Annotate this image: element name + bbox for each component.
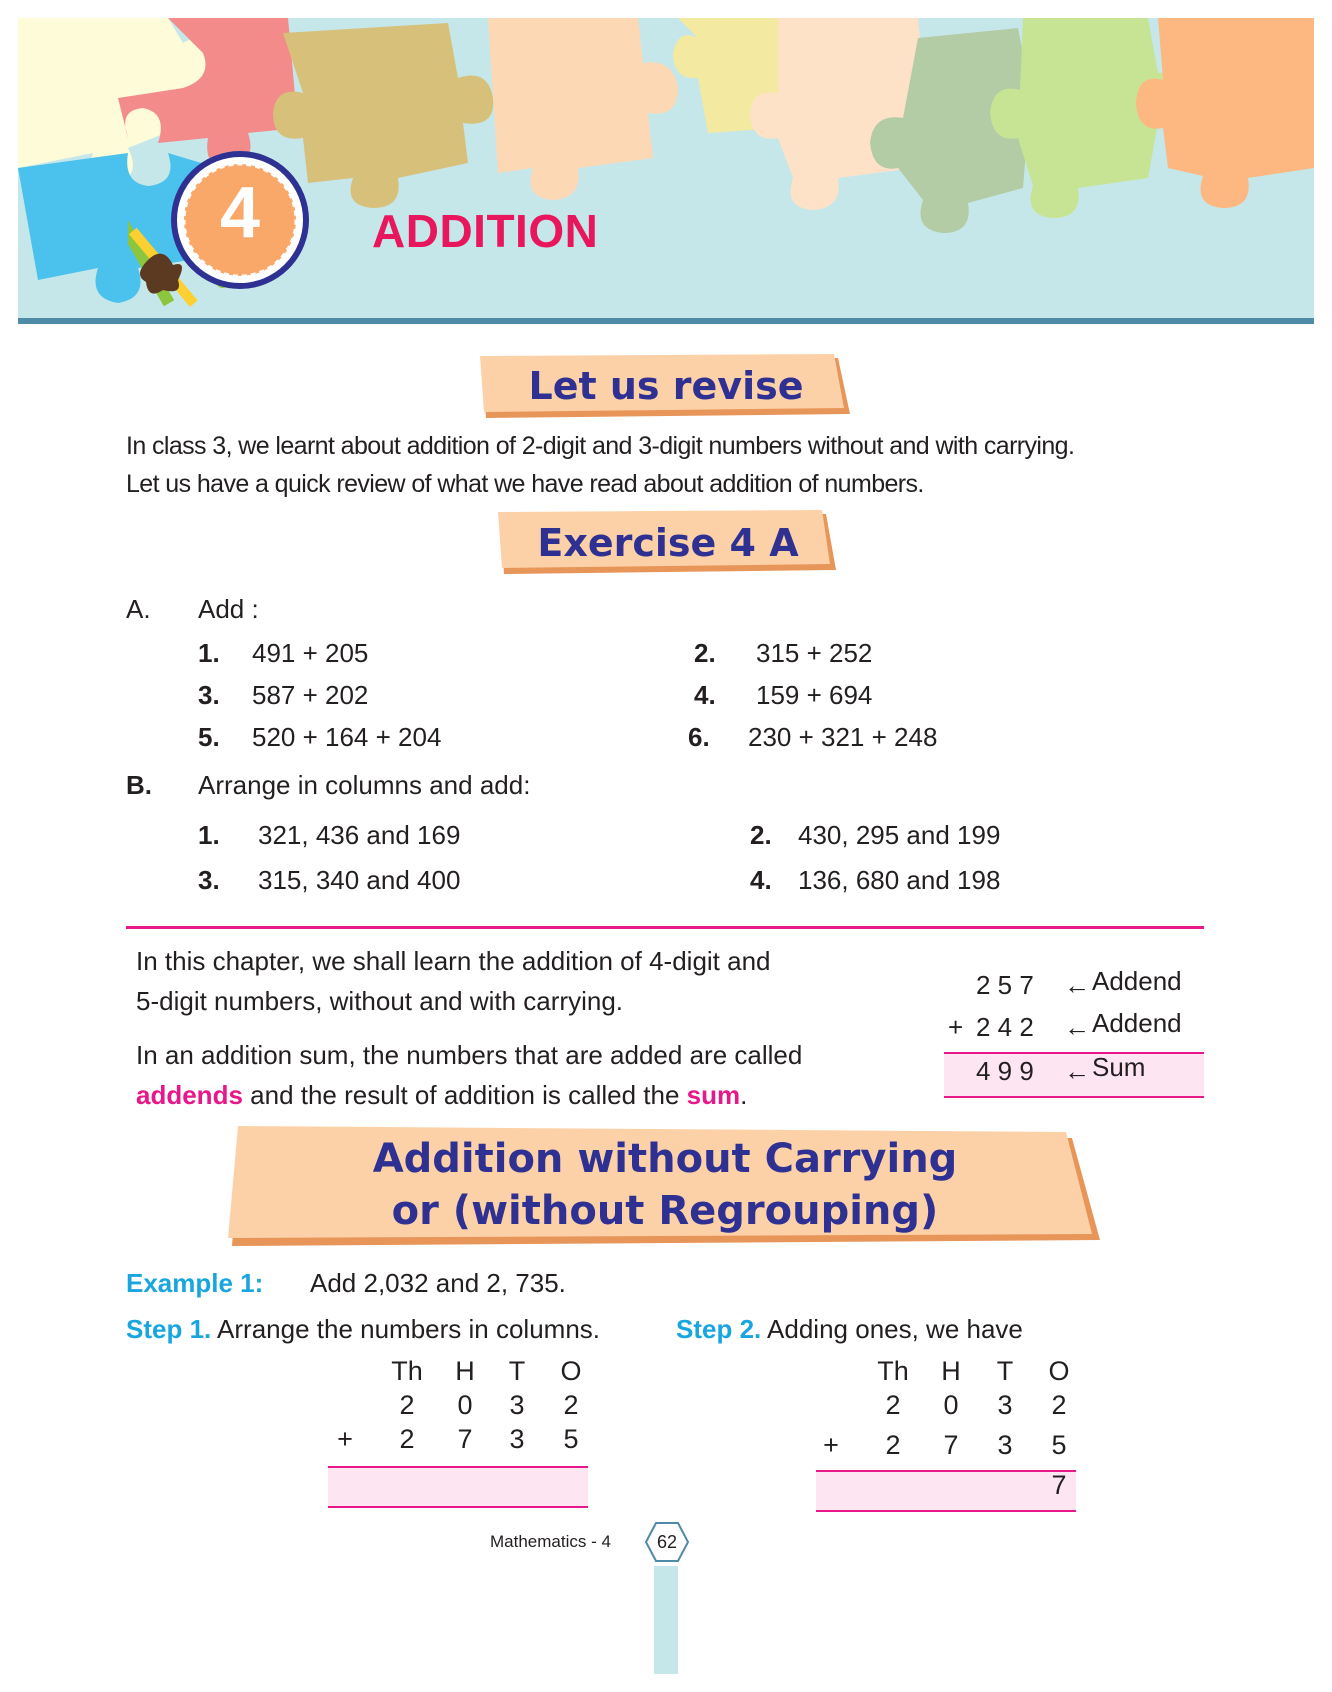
digit: 2: [885, 1390, 901, 1420]
step-1-text: Arrange the numbers in columns.: [217, 1314, 601, 1344]
column-header: T: [508, 1356, 526, 1386]
step-1-answer-box: [328, 1466, 588, 1508]
section-b-label: B.: [126, 770, 152, 800]
question-text: 315, 340 and 400: [258, 865, 461, 895]
column-header: Th: [877, 1356, 909, 1386]
step-2-text: Adding ones, we have: [767, 1314, 1023, 1344]
question-number: 5.: [198, 722, 220, 752]
question-number: 4.: [750, 865, 772, 895]
plus-sign: +: [823, 1430, 839, 1460]
step-1: [126, 1314, 600, 1345]
column-header: O: [560, 1356, 582, 1386]
left-arrow-icon: ←: [1064, 1056, 1090, 1086]
digit: 5: [1051, 1430, 1067, 1460]
step-2-label: Step 2.: [676, 1314, 762, 1344]
column-header: T: [996, 1356, 1014, 1386]
revise-line-2: Let us have a quick review of what we have read about addition of numbers.: [126, 470, 924, 498]
column-header: Th: [391, 1356, 423, 1386]
page-number: 62: [656, 1532, 678, 1552]
demo-addend-1-number: 2 5 7: [976, 970, 1034, 1000]
section-b-title: Arrange in columns and add:: [198, 770, 531, 800]
column-header: H: [941, 1356, 961, 1386]
question-text: 230 + 321 + 248: [748, 722, 938, 752]
column-header: O: [1048, 1356, 1070, 1386]
revise-heading: Let us revise: [528, 364, 804, 408]
question-text: 491 + 205: [252, 638, 369, 668]
column-header: H: [455, 1356, 475, 1386]
addends-keyword: addends: [136, 1080, 243, 1110]
question-number: 2.: [750, 820, 772, 850]
digit: 2: [399, 1424, 415, 1454]
demo-addend-2-number: 2 4 2: [976, 1012, 1034, 1042]
question-text: 520 + 164 + 204: [252, 722, 442, 752]
example-label: Example 1:: [126, 1268, 264, 1298]
revise-line-1: In class 3, we learnt about addition of 2-digit and 3-digit numbers without and with carrying.: [126, 432, 1075, 460]
demo-sum-number: 4 9 9: [976, 1056, 1034, 1086]
page-tab: [654, 1566, 678, 1674]
chapter-number: 4: [219, 173, 261, 253]
digit: 7: [943, 1430, 959, 1460]
demo-addend-1-label: Addend: [1092, 966, 1182, 996]
digit: 3: [997, 1390, 1013, 1420]
question-text: 315 + 252: [756, 638, 873, 668]
digit: 0: [457, 1390, 473, 1420]
digit: 3: [509, 1390, 525, 1420]
intro-line-1: In this chapter, we shall learn the addition of 4-digit and: [136, 946, 771, 976]
demo-sum-label: Sum: [1092, 1052, 1146, 1082]
example-text: Add 2,032 and 2, 735.: [310, 1268, 566, 1298]
intro-line-2: 5-digit numbers, without and with carrying.: [136, 986, 624, 1016]
question-number: 4.: [694, 680, 716, 710]
question-number: 3.: [198, 680, 220, 710]
step-1-label: Step 1.: [126, 1314, 212, 1344]
section-a-label: A.: [126, 594, 151, 624]
question-text: 136, 680 and 198: [798, 865, 1001, 895]
question-text: 159 + 694: [756, 680, 873, 710]
question-text: 430, 295 and 199: [798, 820, 1001, 850]
chapter-title: ADDITION: [372, 205, 599, 257]
section-divider: [126, 926, 1204, 929]
demo-addend-2-label: Addend: [1092, 1008, 1182, 1038]
left-arrow-icon: ←: [1064, 1012, 1090, 1042]
digit: 3: [997, 1430, 1013, 1460]
question-text: 587 + 202: [252, 680, 369, 710]
section-title-line-1: Addition without Carrying: [372, 1136, 958, 1182]
intro-line-4-middle: and the result of addition is called the: [242, 1080, 687, 1110]
question-number: 6.: [688, 722, 710, 752]
exercise-heading: Exercise 4 A: [537, 521, 799, 565]
step-2: [676, 1314, 1023, 1345]
digit: 2: [399, 1390, 415, 1420]
digit: 7: [457, 1424, 473, 1454]
plus-sign: +: [337, 1424, 353, 1454]
digit: 5: [563, 1424, 579, 1454]
intro-line-4: [136, 1080, 747, 1111]
section-title-line-2: or (without Regrouping): [391, 1188, 939, 1234]
sum-keyword: sum: [686, 1080, 741, 1110]
footer-book-title: Mathematics - 4: [490, 1532, 611, 1551]
section-a-title: Add :: [198, 594, 259, 624]
demo-plus-sign: +: [948, 1012, 964, 1042]
intro-line-3: In an addition sum, the numbers that are added are called: [136, 1040, 803, 1070]
digit: 0: [943, 1390, 959, 1420]
digit: 3: [509, 1424, 525, 1454]
question-number: 3.: [198, 865, 220, 895]
intro-line-4-end: .: [740, 1080, 748, 1110]
question-number: 2.: [694, 638, 716, 668]
ones-result: 7: [1051, 1470, 1067, 1500]
left-arrow-icon: ←: [1064, 970, 1090, 1000]
question-number: 1.: [198, 820, 220, 850]
question-number: 1.: [198, 638, 220, 668]
digit: 2: [885, 1430, 901, 1460]
question-text: 321, 436 and 169: [258, 820, 461, 850]
digit: 2: [1051, 1390, 1067, 1420]
digit: 2: [563, 1390, 579, 1420]
